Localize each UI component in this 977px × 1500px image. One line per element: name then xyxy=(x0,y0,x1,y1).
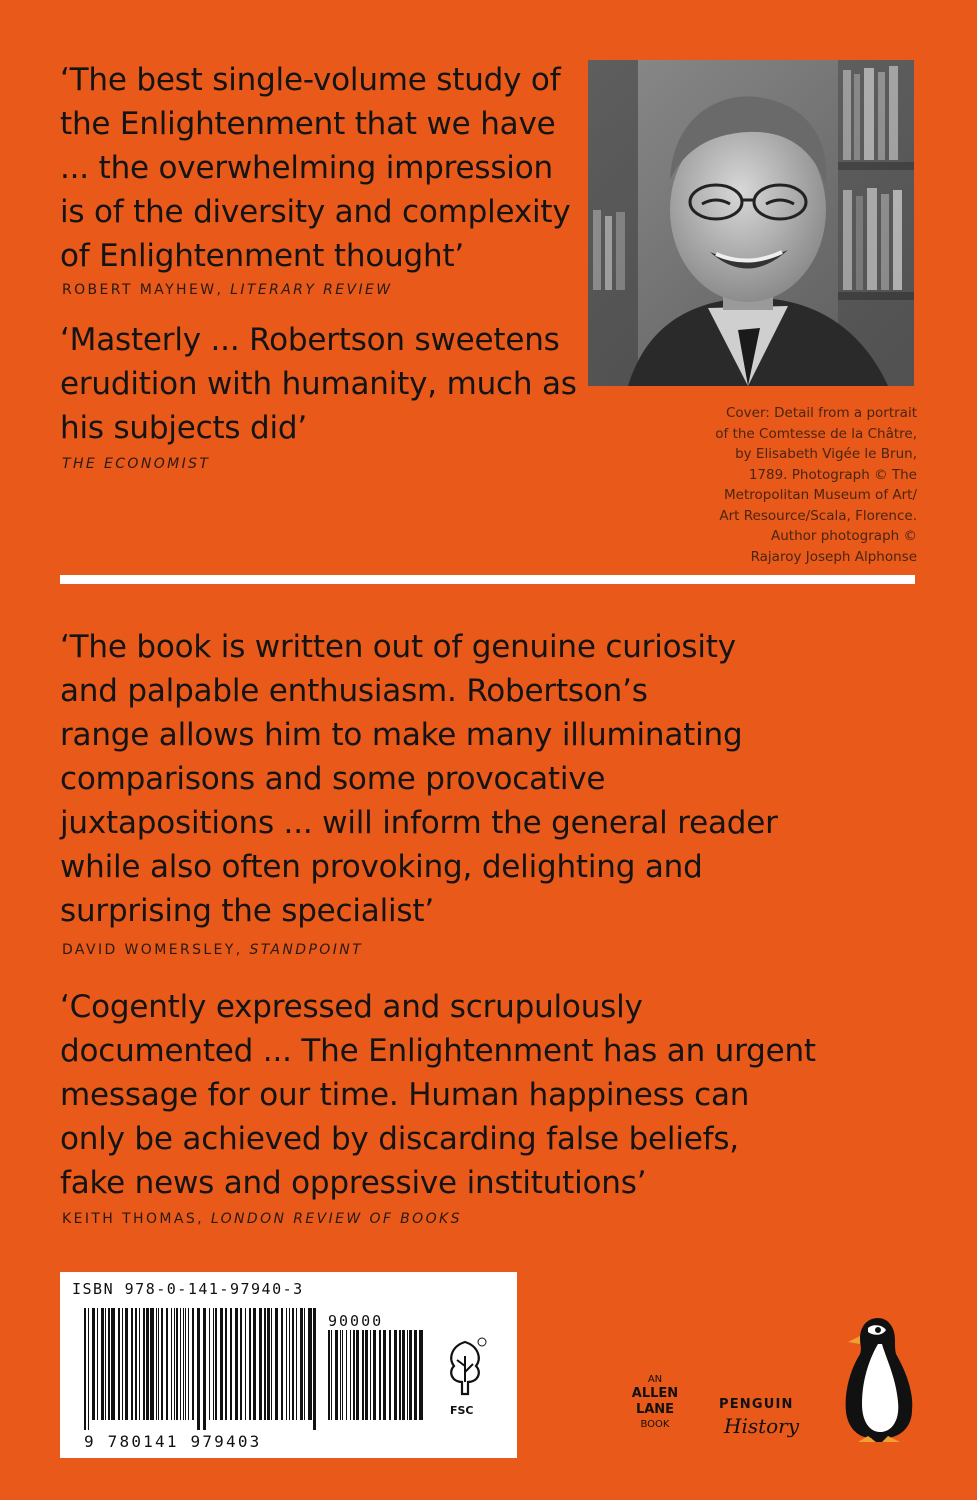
quote-line: his subjects did’ xyxy=(60,410,308,446)
barcode-bar xyxy=(220,1308,223,1420)
attribution-publication: LONDON REVIEW OF BOOKS xyxy=(210,1211,462,1227)
barcode-bar xyxy=(166,1308,168,1420)
barcode-bar xyxy=(139,1308,140,1420)
barcode-bar xyxy=(328,1330,330,1420)
quote-line: ‘The best single-volume study of xyxy=(60,62,561,98)
barcode-bar xyxy=(389,1330,391,1420)
quote-3 xyxy=(60,625,778,933)
quote-line: of Enlightenment thought’ xyxy=(60,238,465,274)
barcode-bar xyxy=(215,1308,217,1420)
barcode-bar xyxy=(122,1308,123,1420)
quote-line: fake news and oppressive institutions’ xyxy=(60,1165,647,1201)
imprint-lane: LANE xyxy=(635,1402,675,1417)
barcode-bar xyxy=(188,1308,189,1420)
barcode-bar xyxy=(118,1308,120,1420)
allen-lane-imprint xyxy=(627,1373,683,1431)
attribution-author: KEITH THOMAS, xyxy=(62,1211,204,1227)
barcode-bar xyxy=(362,1330,364,1420)
barcode-bar xyxy=(88,1308,89,1430)
quote-line: surprising the specialist’ xyxy=(60,893,434,929)
quote-line: erudition with humanity, much as xyxy=(60,366,577,402)
barcode-bar xyxy=(97,1308,98,1420)
quote-line: comparisons and some provocative xyxy=(60,761,606,797)
quote-line: only be achieved by discarding false beliefs, xyxy=(60,1121,739,1157)
section-divider xyxy=(60,575,915,584)
barcode-bar xyxy=(240,1308,242,1420)
barcode-bar xyxy=(342,1330,343,1420)
barcode-bar xyxy=(289,1308,290,1420)
quote-line: range allows him to make many illuminating xyxy=(60,717,743,753)
barcode-bar xyxy=(365,1330,368,1420)
barcode-bar xyxy=(300,1308,303,1420)
barcode-bar xyxy=(84,1308,86,1430)
barcode-bar xyxy=(230,1308,232,1420)
barcode-panel xyxy=(60,1272,517,1458)
attribution-publication: LITERARY REVIEW xyxy=(230,282,393,298)
isbn-label: ISBN 978-0-141-97940-3 xyxy=(72,1280,304,1298)
quote-1-attribution xyxy=(62,282,392,298)
barcode-bar xyxy=(304,1308,305,1420)
barcode-bar xyxy=(203,1308,206,1430)
quote-2-attribution xyxy=(62,456,210,472)
barcode-bar xyxy=(383,1330,386,1420)
credit-line: Rajaroy Joseph Alphonse xyxy=(750,548,917,565)
barcode-bar xyxy=(313,1308,316,1430)
imprint-allen: ALLEN xyxy=(631,1386,679,1401)
series-label: History xyxy=(724,1414,800,1438)
credit-line: Cover: Detail from a portrait xyxy=(725,405,917,421)
barcode-bar xyxy=(161,1308,163,1420)
barcode-bar xyxy=(249,1308,251,1420)
barcode-bar xyxy=(267,1308,270,1420)
barcode-bar xyxy=(146,1308,149,1420)
fsc-tree-icon xyxy=(442,1336,488,1402)
quote-2 xyxy=(60,318,577,450)
barcode-bar xyxy=(253,1308,256,1420)
quote-line: ... the overwhelming impression xyxy=(60,150,553,186)
quote-line: and palpable enthusiasm. Robertson’s xyxy=(60,673,648,709)
barcode-bar xyxy=(275,1308,278,1420)
barcode-bar xyxy=(176,1308,178,1420)
barcode-digits: 9 780141 979403 xyxy=(84,1432,262,1451)
barcode-bar xyxy=(245,1308,246,1420)
barcode-bar xyxy=(264,1308,266,1420)
quote-line: while also often provoking, delighting and xyxy=(60,849,703,885)
author-photo xyxy=(588,60,914,386)
barcode-bar xyxy=(353,1330,355,1420)
credit-line: Metropolitan Museum of Art/ xyxy=(724,487,917,503)
barcode-bar xyxy=(350,1330,351,1420)
attribution-publication: THE ECONOMIST xyxy=(62,456,211,472)
barcode-bar xyxy=(296,1308,297,1420)
penguin-logo-icon xyxy=(838,1314,920,1444)
barcode-bar xyxy=(356,1330,359,1420)
quote-line: juxtapositions ... will inform the general reader xyxy=(60,805,778,841)
barcode-bar xyxy=(259,1308,262,1420)
price-code: 90000 xyxy=(328,1312,384,1330)
barcode-bar xyxy=(340,1330,341,1420)
credit-line: of the Comtesse de la Châtre, xyxy=(715,425,917,442)
barcode-bar xyxy=(111,1308,115,1420)
imprint-book: BOOK xyxy=(640,1419,670,1430)
barcode-bar xyxy=(131,1308,133,1420)
barcode-bar xyxy=(271,1308,272,1420)
barcode-bar xyxy=(399,1330,401,1420)
barcode-bar xyxy=(331,1330,332,1420)
barcode-bar xyxy=(150,1308,154,1420)
publisher-label: PENGUIN xyxy=(719,1397,794,1412)
cover-credit xyxy=(617,403,917,567)
barcode-bar xyxy=(197,1308,200,1430)
quote-line: ‘The book is written out of genuine curiosity xyxy=(60,629,736,665)
credit-line: 1789. Photograph © The xyxy=(748,466,917,483)
quote-line: message for our time. Human happiness can xyxy=(60,1077,750,1113)
quote-line: the Enlightenment that we have xyxy=(60,106,556,142)
barcode-bar xyxy=(402,1330,405,1420)
quote-line: documented ... The Enlightenment has an urgent xyxy=(60,1033,816,1069)
barcode-bar xyxy=(92,1308,95,1420)
barcode-bar xyxy=(308,1308,312,1420)
barcode-bar xyxy=(394,1330,397,1420)
barcode-bar xyxy=(286,1308,287,1420)
credit-line: Art Resource/Scala, Florence. xyxy=(719,507,917,524)
quote-line: ‘Cogently expressed and scrupulously xyxy=(60,989,643,1025)
barcode-bar xyxy=(185,1308,186,1420)
quote-line: ‘Masterly ... Robertson sweetens xyxy=(60,322,560,358)
barcode-bar xyxy=(335,1330,338,1420)
author-photo-image xyxy=(588,60,914,386)
quote-4 xyxy=(60,985,816,1205)
barcode-bar xyxy=(174,1308,175,1420)
barcode-bar xyxy=(292,1308,294,1420)
barcode-bar xyxy=(419,1330,423,1420)
barcode-bar xyxy=(370,1330,371,1420)
barcode-bar xyxy=(346,1330,347,1420)
barcode-bar xyxy=(213,1308,214,1420)
credit-line: Author photograph © xyxy=(771,528,917,544)
barcode-bar xyxy=(158,1308,159,1420)
barcode-bar xyxy=(171,1308,172,1420)
barcode-bar xyxy=(143,1308,145,1420)
attribution-author: DAVID WOMERSLEY, xyxy=(62,942,243,958)
price-barcode-bars xyxy=(328,1330,428,1430)
barcode-bar xyxy=(156,1308,157,1420)
barcode-bar xyxy=(373,1330,376,1420)
barcode-bar xyxy=(135,1308,137,1420)
barcode-bar xyxy=(235,1308,238,1420)
barcode-bar xyxy=(192,1308,194,1420)
barcode-bar xyxy=(407,1330,408,1420)
quote-3-attribution xyxy=(62,942,363,958)
barcode-bar xyxy=(414,1330,417,1420)
barcode-bar xyxy=(105,1308,106,1420)
barcode-bar xyxy=(379,1330,381,1420)
barcode-bar xyxy=(281,1308,283,1420)
barcode-bar xyxy=(180,1308,181,1420)
credit-line: by Elisabeth Vigée le Brun, xyxy=(735,446,917,462)
imprint-an: AN xyxy=(647,1374,663,1385)
barcode-bar xyxy=(101,1308,104,1420)
barcode-bar xyxy=(108,1308,110,1420)
barcode-bar xyxy=(125,1308,128,1420)
barcode-bar xyxy=(409,1330,412,1420)
quote-4-attribution xyxy=(62,1211,462,1227)
barcode-bars xyxy=(84,1308,316,1430)
barcode-bar xyxy=(209,1308,210,1420)
barcode-bar xyxy=(183,1308,184,1420)
barcode-bar xyxy=(225,1308,227,1420)
attribution-author: ROBERT MAYHEW, xyxy=(62,282,224,298)
attribution-publication: STANDPOINT xyxy=(249,942,364,958)
quote-line: is of the diversity and complexity xyxy=(60,194,571,230)
quote-1 xyxy=(60,58,571,278)
fsc-label: FSC xyxy=(450,1404,474,1417)
